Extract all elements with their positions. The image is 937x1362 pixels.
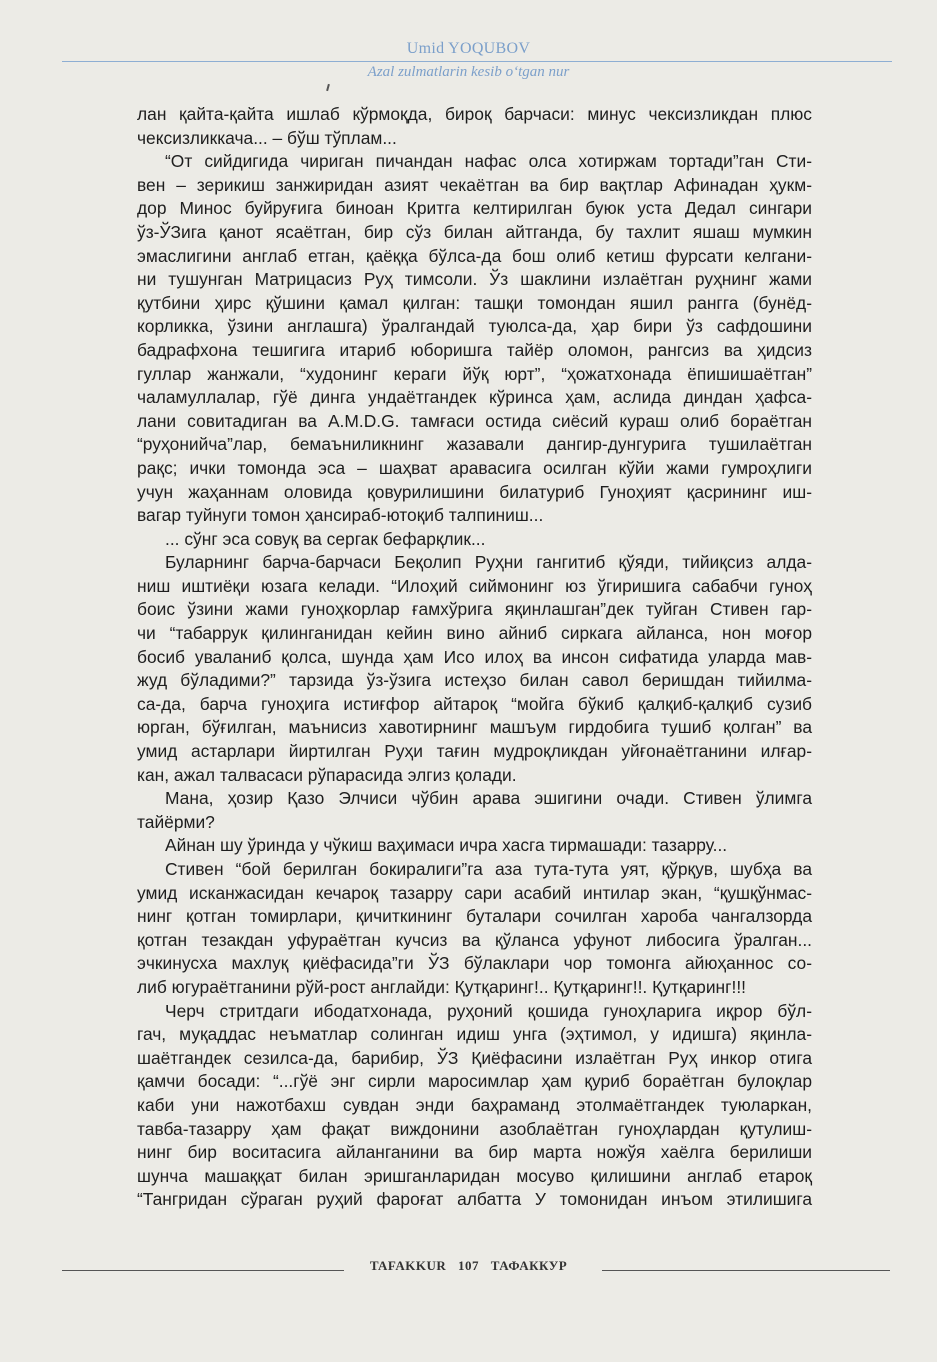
text-line: “руҳонийча”лар, бемаъниликнинг жазавали дангир-дунгурига тушилаётган — [137, 434, 812, 455]
text-line: шаётгандек сезилса-да, барибир, ЎЗ Қиёфасини излаётган Руҳ инкор отига — [137, 1047, 812, 1068]
text-line: ўз-ЎЗига қанот ясаётган, бир сўз билан айтганда, бу тахлит яшаш мумкин — [137, 221, 812, 242]
text-line: рақс; ички томонда эса – шаҳват аравасига осилган кўйи жами гумроҳлиги — [137, 457, 812, 478]
text-line: лан қайта-қайта ишлаб кўрмоқда, бироқ барчаси: минус чексизликдан плюс — [137, 104, 812, 124]
text-line: “Тангридан сўраган руҳий фароғат албатта У томонидан инъом этилишига — [137, 1189, 812, 1210]
text-line: Стивен “бой берилган бокиралиги”га аза тута-тута уят, қўрқув, шубҳа ва — [165, 859, 812, 879]
text-line: қотган тезакдан уфураётган кучсиз ва қўланса уфунот либосига ўралган... — [137, 929, 812, 950]
footer-journal-cyrillic: ТАФАККУР — [490, 1258, 568, 1273]
footer-journal-latin: TAFAKKUR — [369, 1258, 447, 1273]
text-line: “От сийдигида чириган пичандан нафас олса хотиржам тортади”ган Сти- — [165, 151, 812, 172]
text-line: дор Минос буйруғига биноан Критга келтирилган буюк уста Дедал сингари — [137, 198, 812, 219]
text-line: тайёрми? — [137, 811, 215, 832]
text-line: боис ўзини жами гуноҳкорлар ғамхўрига яқинлашган”дек туйган Стивен гар- — [137, 599, 812, 620]
text-line: юрган, бўғилган, маънисиз хавотирнинг машъум гирдобига тушиб қолган” ва — [137, 717, 812, 738]
text-line: умид исканжасидан кечароқ тазарру сари асабий интилар экан, “қушқўнмас- — [137, 882, 812, 903]
text-line: чексизликкача... – бўш тўплам... — [137, 127, 397, 148]
text-line: қамчи босади: “...гўё энг сирли маросимлар ҳам қуриб бораётган булоқлар — [137, 1071, 812, 1092]
text-line: Айнан шу ўринда у чўкиш ваҳимаси ичра хасга тирмашади: тазарру... — [165, 835, 728, 856]
text-line: шунча машаққат билан эришганларидан мосуво қилишини англаб етароқ — [137, 1165, 812, 1186]
running-header-title: Azal zulmatlarin kesib o‘tgan nur — [367, 64, 570, 80]
text-line: лани совитадиган ва A.M.D.G. тамғаси остида сиёсий кураш олиб бораётган — [137, 410, 812, 431]
text-line: вагар туйнуги томон ҳансираб-ютоқиб талпиниш... — [137, 505, 544, 526]
text-line: босиб уваланиб қолса, шунда ҳам Исо илоҳ ва инсон сифатида уларда мав- — [137, 646, 812, 667]
text-line: ни тушунган Матрицасиз Руҳ тимсоли. Ўз шаклини излаётган руҳнинг жами — [137, 269, 812, 290]
text-line: гач, муқаддас неъматлар солинган идиш унга (эҳтимол, у идишга) яқинла- — [137, 1024, 812, 1045]
text-line: Черч стритдаги ибодатхонада, руҳоний қошида гуноҳларига иқрор бўл- — [165, 1000, 812, 1021]
footer-divider-right — [602, 1270, 890, 1271]
body-text — [137, 103, 812, 1212]
text-line: каби уни нажотбахш сувдан энди баҳраманд этолмаётгандек туюларкан, — [137, 1094, 812, 1115]
page-number: 107 — [458, 1258, 480, 1273]
text-line: чаламуллалар, гўё динга ундаётгандек кўринса ҳам, аслида диндан ҳафса- — [137, 387, 812, 408]
page-footer — [0, 1258, 937, 1288]
text-line: вен – зерикиш занжиридан азият чекаётган ва бир вақтлар Афинадан ҳукм- — [137, 174, 812, 195]
text-line: тавба-тазарру ҳам фақат виждонини азоблаётган гуноҳлардан қутулиш- — [137, 1118, 812, 1139]
text-line: жуд бўладими?” тарзида ўз-ўзига истеҳзо билан савол беришдан тийилма- — [137, 670, 812, 691]
text-line: Мана, ҳозир Қазо Элчиси чўбин арава эшигини очади. Стивен ўлимга — [165, 788, 812, 809]
footer-text — [0, 1258, 937, 1274]
text-line: гуллар жанжали, “худонинг кераги йўқ юрт”, “ҳожатхонада ёпишишаётган” — [137, 363, 812, 384]
text-line: учун жаҳаннам оловида қовурилишини билатуриб Гуноҳият қасрининг иш- — [137, 481, 812, 502]
text-line: чи “табаррук қилинганидан кейин вино айниб сиркага айланса, нон моғор — [137, 623, 812, 644]
text-line: эчкинусха махлуқ қиёфасида”ги ЎЗ бўлаклари чор томонга айюҳаннос со- — [137, 953, 812, 974]
text-line: бадрафхона тешигига итариб юборишга тайёр оломон, рангсиз ва ҳидсиз — [137, 339, 812, 360]
text-line: умид астарлари йиртилган Руҳи тағин мудроқликдан уйғонаётганини илғар- — [137, 741, 812, 762]
text-line: қутбини ҳирс қўшини қамал қилган: ташқи томондан яшил рангга (бунёд- — [137, 292, 812, 313]
running-header-author: Umid YOQUBOV — [406, 40, 531, 57]
text-line: кан, ажал талвасаси рўпарасида элгиз қолади. — [137, 764, 517, 785]
text-line: ... сўнг эса совуқ ва сергак бефарқлик... — [165, 528, 486, 549]
header-divider — [62, 61, 892, 62]
text-line: либ югураётганини рўй-рост англайди: Қутқаринг!.. Қутқаринг!!. Қутқаринг!!! — [137, 976, 746, 997]
text-line: нинг бир воситасига айланганини ва бир марта ножўя хаёлга берилиши — [137, 1142, 812, 1163]
text-line: эмаслигини англаб етган, қаёққа бўлса-да бош олиб кетиш фурсати келгани- — [137, 245, 812, 266]
text-line: нинг қотган томирлари, қичиткининг буталари сочилган хароба чангалзорда — [137, 906, 812, 927]
text-line: са-да, барча гуноҳига истиғфор айтароқ “мойга бўкиб қалқиб-қалқиб сузиб — [137, 693, 812, 714]
text-line: Буларнинг барча-барчаси Беқолип Руҳни гангитиб қўяди, тийиқсиз алда- — [165, 552, 812, 573]
text-line: ниш иштиёқи юзага келади. “Илоҳий сиймонинг юз ўгиришига сабабчи гуноҳ — [137, 575, 812, 596]
text-line: корликка, ўзини англашга) ўралгандай туюлса-да, ҳар бири ўз сафдошини — [137, 316, 812, 337]
stray-mark — [326, 84, 330, 91]
